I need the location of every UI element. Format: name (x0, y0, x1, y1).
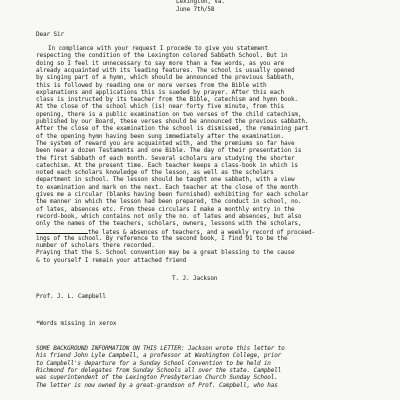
body-line: record-book, which contains not only the no. of lates and absences, but also (36, 212, 302, 220)
footnote: *Words missing in xerox (36, 320, 117, 327)
body-line: noted each scholars knowledge of the lesson, as well as the scholars (36, 169, 274, 177)
body-line: respecting the condition of the Lexington colored Sabbath School. But in (36, 52, 288, 60)
body-line: The system of reward you are acquainted with, and the premiums so far have (36, 139, 295, 147)
body-line: opening, there is a public examination on two verses of the child catechism, (36, 110, 302, 118)
body-line: already acquainted with its leading features. The school is usually opened (36, 66, 295, 74)
body-line: gives me a circular (blanks having been furnished) exhibiting for each scholar (36, 191, 309, 198)
body-line: Praying that the S. School convention may be a great blessing to the cause (36, 249, 295, 257)
body-line: only the names of the teachers, scholars, owners, lessons with the scholars, (36, 220, 302, 228)
background-line: to Campbell's departure for a Sunday School Convention to be held in (36, 359, 271, 367)
body-line: catechism. At the present time. Each teacher keeps a class-book in which is (36, 161, 298, 169)
body-line: the manner in which the lesson had been prepared, the conduct in school, no. (36, 198, 302, 206)
background-line: SOME BACKGROUND INFORMATION ON THIS LETTER: Jackson wrote this letter to (36, 345, 285, 352)
salutation: Dear Sir (36, 31, 64, 38)
body-line: doing so I feel it unnecessary to say more than a few words, as you are (36, 59, 284, 67)
body-line: been near a dozen Testaments and one Bible. The day of their presentation is (36, 147, 302, 155)
background-line: Richmond for delegates from Sunday Schools all over the state. Campbell (36, 366, 282, 374)
letter-date: June 7th/58 (176, 6, 215, 13)
body-line: of the opening hymn having been sung immediately after the examination. (36, 132, 284, 140)
body-line: number of scholars there recorded. (36, 242, 155, 250)
recipient: Prof. J. L. Campbell (36, 293, 106, 300)
body-line-text: the lates & absences of teachers, and a weekly record of proceed- (88, 228, 316, 236)
letter-place: Lexington, Va. (176, 0, 225, 5)
body-line: explanations and applications this is sueded by prayer. After this each (36, 88, 284, 96)
body-line: by singing part of a hymn, which should be announced the previous Sabbath, (36, 74, 295, 82)
body-line: the first Sabbath of each month. Several scholars are studying the shorter (36, 154, 295, 162)
body-line: & to yourself I remain your attached friend (36, 256, 187, 264)
background-line: was superintendent of the Lexington Presbyterian Church Sunday School. (36, 374, 278, 382)
signature: T. J. Jackson (172, 275, 218, 282)
body-line: class is instructed by its teacher from the Bible, catechism and hymn book. (36, 96, 298, 104)
missing-words-blank (36, 228, 88, 234)
background-line: his friend John Lyle Campbell, a professor at Washington College, prior (36, 352, 282, 360)
body-line: ings of the school. By reference to the second book, I find 91 to be the (36, 234, 288, 242)
background-line: The letter is now owned by a great-grandson of Prof. Campbell, who has (36, 381, 278, 389)
body-line: After the close of the examination the school is dismissed, the remaining part (36, 125, 309, 133)
body-line: to examination and mark on the next. Each teacher at the close of the month (36, 183, 298, 191)
body-line: In compliance with your request I procede to give you statement (48, 45, 269, 52)
body-line: department in school. The lesson should be taught one sabbath, with a view (36, 176, 295, 184)
body-line: published by our Board, these verses should be announced the previous sabbath. (36, 118, 309, 125)
body-line: of lates, absences etc. From these circulars I make a monthly entry in the (36, 205, 295, 213)
body-line: this is followed by reading one or more verses from the Bible with (36, 81, 267, 89)
body-line: At the close of the school which (is) near forty five minute, from this (36, 103, 284, 111)
